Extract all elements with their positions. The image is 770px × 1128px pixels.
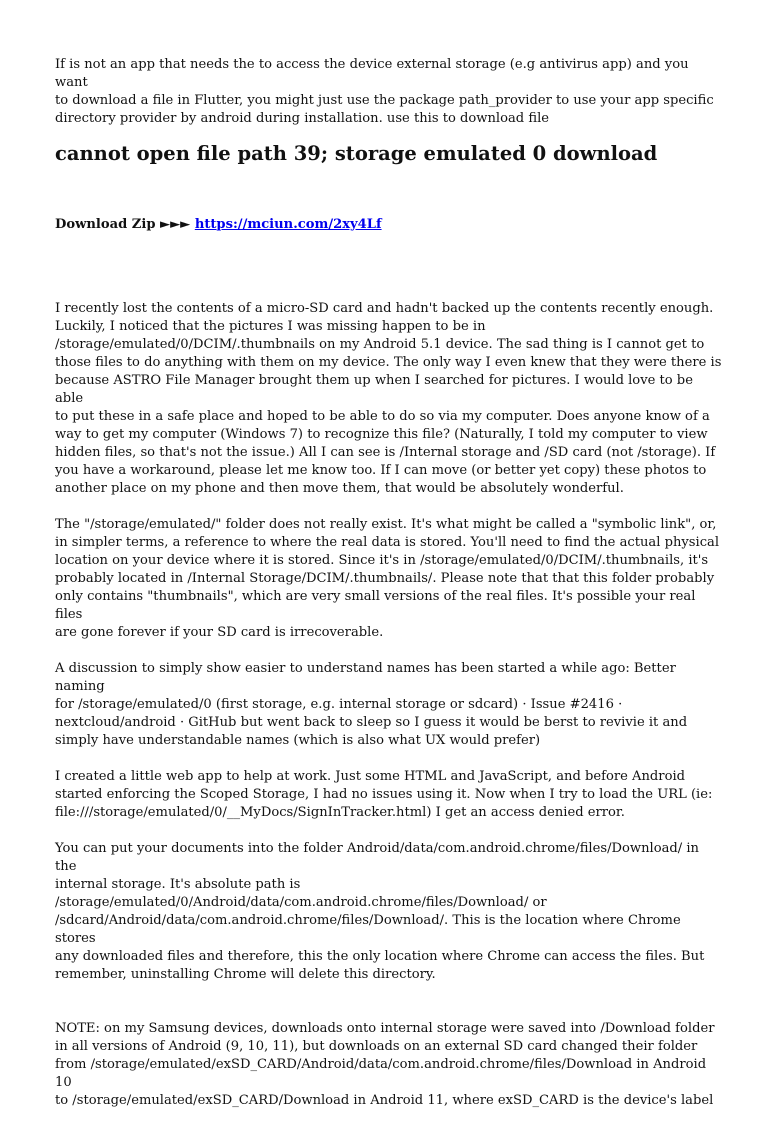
paragraph-naming-discussion: A discussion to simply show easier to understand names has been started a while ago: Better naming for /storage/emulated/0 (first storage, e.g. internal storage or sdcard) · Issue #2416 · nextcloud/android · GitHub but went back to sleep so I guess it would be berst to revivie it and simply have understandable names (which is also what UX would prefer) [55, 661, 688, 748]
download-line [55, 216, 723, 234]
page-title: cannot open file path 39; storage emulated 0 download [55, 142, 658, 165]
download-link[interactable]: https://mciun.com/2xy4Lf [194, 217, 382, 232]
paragraph-chrome-folder: You can put your documents into the folder Android/data/com.android.chrome/files/Download/ in the internal storage. It's absolute path is /storage/emulated/0/Android/data/com.android.chrome/files/Download/ or /sdcard/Android/data/com.android.chrome/files/Download/. This is the location where Chrome stores any downloaded files and therefore, this the only location where Chrome can access the files. But remember, uninstalling Chrome will delete this directory. [55, 841, 705, 982]
paragraph-samsung-note: NOTE: on my Samsung devices, downloads onto internal storage were saved into /Download folder in all versions of Android (9, 10, 11), but downloads on an external SD card changed their folder from /storage/emulated/exSD_CARD/Android/data/com.android.chrome/files/Download in Android 10 to /storage/emulated/exSD_CARD/Download in Android 11, where exSD_CARD is the device's label [55, 1021, 715, 1108]
paragraph-web-app: I created a little web app to help at work. Just some HTML and JavaScript, and before Android started enforcing the Scoped Storage, I had no issues using it. Now when I try to load the URL (ie: file:///storage/emulated/0/__MyDocs/SignInTracker.html) I get an access denied error. [55, 769, 713, 820]
paragraph-symbolic-link: The "/storage/emulated/" folder does not really exist. It's what might be called a "symbolic link", or, in simpler terms, a reference to where the real data is stored. You'll need to find the actual physical location on your device where it is stored. Since it's in /storage/emulated/0/DCIM/.thumbnails, it's probably located in /Internal Storage/DCIM/.thumbnails/. Please note that that this folder probably only contains "thumbnails", which are very small versions of the real files. It's possible your real files are gone forever if your SD card is irrecoverable. [55, 517, 720, 640]
paragraph-sd-card-loss: I recently lost the contents of a micro-SD card and hadn't backed up the contents recently enough. Luckily, I noticed that the pictures I was missing happen to be in /storage/emulated/0/DCIM/.thumbnails on my Android 5.1 device. The sad thing is I cannot get to those files to do anything with them on my device. The only way I even knew that they were there is because ASTRO File Manager brought them up when I searched for pictures. I would love to be able to put these in a safe place and hoped to be able to do so via my computer. Does anyone know of a way to get my computer (Windows 7) to recognize this file? (Naturally, I told my computer to view hidden files, so that's not the issue.) All I can see is /Internal storage and /SD card (not /storage). If you have a workaround, please let me know too. If I can move (or better yet copy) these photos to another place on my phone and then move them, that would be absolutely wonderful. [55, 301, 722, 496]
document-page [55, 56, 723, 1128]
body-text [55, 300, 723, 1110]
download-label: Download Zip ►►► [55, 217, 195, 232]
intro-paragraph: If is not an app that needs the to access the device external storage (e.g antivirus app) and you want to download a file in Flutter, you might just use the package path_provider to use your app specific directory provider by android during installation. use this to download file [55, 57, 714, 126]
